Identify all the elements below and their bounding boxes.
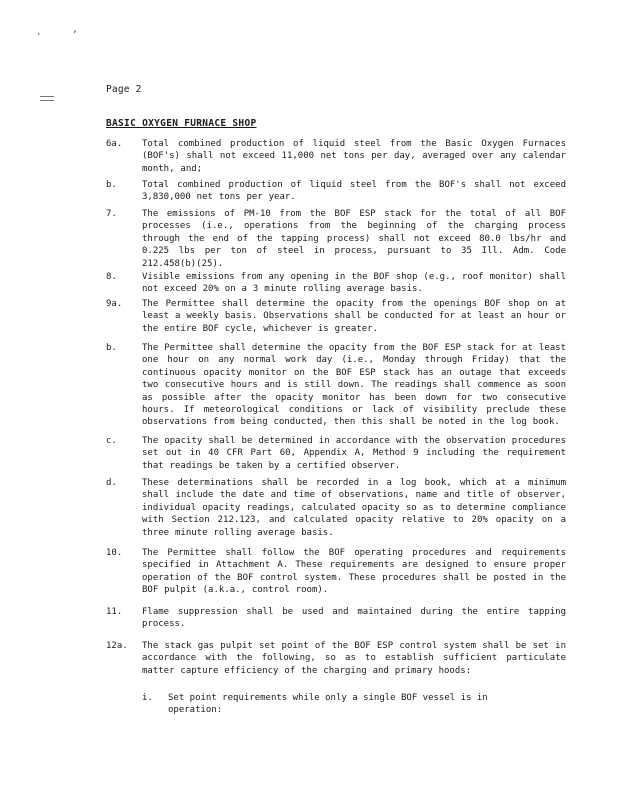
item-number: c.: [106, 436, 117, 446]
item-text: The Permittee shall determine the opacity from the openings BOF shop on at least a weekly basis. Observations shall be conducted for at least an hour or the entire BOF cycle, whichever is greater.: [142, 299, 566, 334]
item-number: b.: [106, 343, 117, 353]
item-number: 10.: [106, 548, 123, 558]
item-text: Total combined production of liquid steel from the BOF's shall not exceed 3,830,000 net tons per year.: [142, 180, 566, 203]
item-text: These determinations shall be recorded in a log book, which at a minimum shall include the date and time of observations, name and title of observer, individual opacity readings, calculated opacity so as to determine compliance with Section 212.123, and calculated opacity relative to 20% opacity on a three minute rolling average basis.: [142, 478, 566, 538]
condition-item: [106, 477, 566, 539]
item-text: The opacity shall be determined in accordance with the observation procedures set out in 40 CFR Part 60, Appendix A, Method 9 including the requirement that readings be taken by a certified observer.: [142, 436, 566, 471]
condition-subitem: [142, 692, 522, 717]
page-number: Page 2: [106, 84, 142, 95]
condition-item: [106, 342, 566, 429]
punch-hole-mark: [40, 96, 54, 101]
subitem-text: Set point requirements while only a single BOF vessel is in operation:: [168, 693, 488, 716]
item-text: Total combined production of liquid steel from the Basic Oxygen Furnaces (BOF's) shall not exceed 11,000 net tons per day, averaged over any calendar month, and;: [142, 139, 566, 174]
item-text: The Permittee shall follow the BOF operating procedures and requirements specified in Attachment A. These requirements are designed to ensure proper operation of the BOF control system. These procedures shall be posted in the BOF pulpit (a.k.a., control room).: [142, 548, 566, 596]
condition-item: [106, 208, 566, 270]
condition-item: [106, 179, 566, 204]
condition-item: [106, 435, 566, 472]
condition-item: [106, 298, 566, 335]
item-text: The stack gas pulpit set point of the BOF ESP control system shall be set in accordance with the following, so as to establish sufficient particulate matter capture efficiency of the charging and primary hoods:: [142, 641, 566, 676]
subitem-number: i.: [142, 693, 153, 703]
condition-item: [106, 138, 566, 175]
scan-mark: ʼ: [72, 30, 78, 40]
scan-mark: ·: [36, 30, 42, 40]
item-text: The emissions of PM-10 from the BOF ESP stack for the total of all BOF processes (i.e., operations from the beginning of the charging process through the end of the tapping process) shall not exceed 80.0 lbs/hr and 0.225 lbs per ton of steel in process, pursuant to 35 Ill. Adm. Code 212.458(b)(25).: [142, 209, 566, 269]
item-text: The Permittee shall determine the opacity from the BOF ESP stack for at least one hour on any normal work day (i.e., Monday through Friday) that the continuous opacity monitor on the BOF ESP stack has an outage that exceeds two consecutive hours and is still down. The readings shall commence as soon as possible after the opacity monitor has been down for two consecutive hours. If meteorological conditions or lack of visibility preclude these observations from being conducted, then this shall be noted in the log book.: [142, 343, 566, 428]
condition-item: [106, 606, 566, 631]
item-text: Flame suppression shall be used and maintained during the entire tapping process.: [142, 607, 566, 630]
condition-item: [106, 271, 566, 296]
section-title: BASIC OXYGEN FURNACE SHOP: [106, 118, 257, 129]
item-number: 6a.: [106, 139, 123, 149]
condition-item: [106, 547, 566, 597]
item-number: d.: [106, 478, 117, 488]
item-number: 12a.: [106, 641, 128, 651]
item-number: 8.: [106, 272, 117, 282]
item-number: 9a.: [106, 299, 123, 309]
item-number: b.: [106, 180, 117, 190]
item-number: 7.: [106, 209, 117, 219]
item-text: Visible emissions from any opening in the BOF shop (e.g., roof monitor) shall not exceed 20% on a 3 minute rolling average basis.: [142, 272, 566, 295]
condition-item: [106, 640, 566, 677]
item-number: 11.: [106, 607, 123, 617]
